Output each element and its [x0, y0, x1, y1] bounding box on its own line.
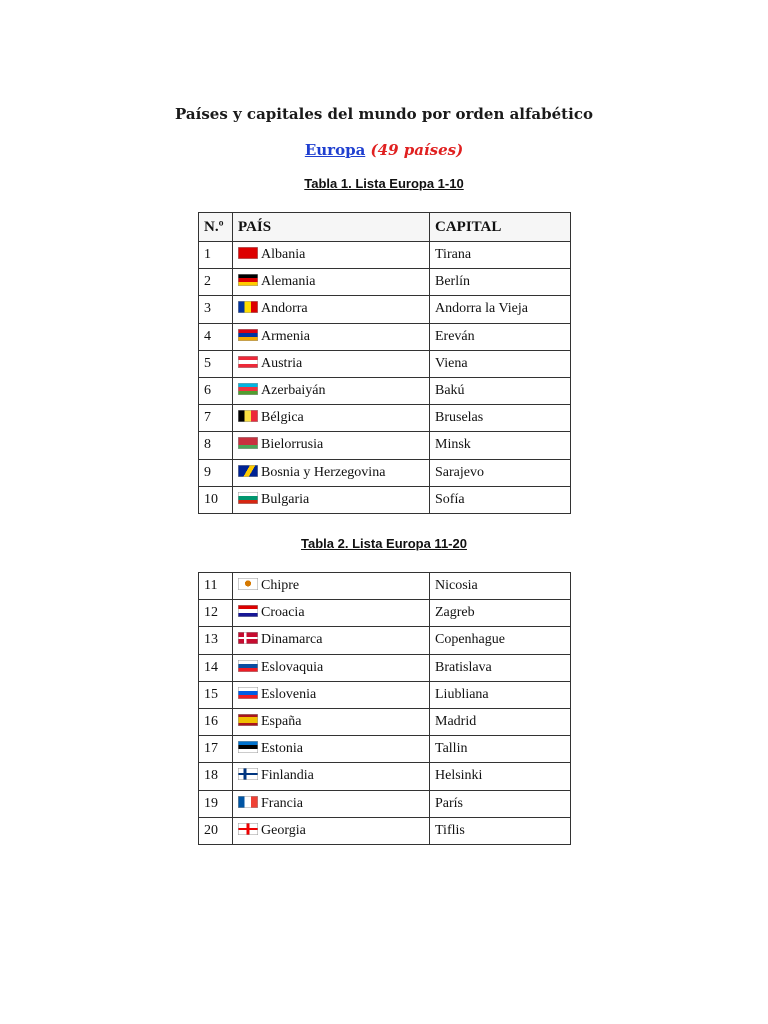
- country-cell: [233, 736, 430, 763]
- capital-cell: Sarajevo: [430, 459, 571, 486]
- country-name: Bielorrusia: [261, 437, 324, 453]
- country-cell: [233, 432, 430, 459]
- table-row: [199, 600, 571, 627]
- country-name: Bosnia y Herzegovina: [261, 464, 386, 480]
- table-row: [199, 708, 571, 735]
- row-number: 14: [199, 654, 233, 681]
- capital-cell: Bratislava: [430, 654, 571, 681]
- row-number: 19: [199, 790, 233, 817]
- albania-flag-icon: [238, 247, 258, 259]
- table-row: [199, 242, 571, 269]
- country-cell: [233, 486, 430, 513]
- europe-table-2: [198, 572, 571, 845]
- country-cell: [233, 627, 430, 654]
- capital-cell: Helsinki: [430, 763, 571, 790]
- country-name: Andorra: [261, 301, 308, 317]
- capital-cell: Liubliana: [430, 681, 571, 708]
- row-number: 2: [199, 269, 233, 296]
- table-row: [199, 763, 571, 790]
- table-row: [199, 817, 571, 844]
- row-number: 9: [199, 459, 233, 486]
- header-country: PAÍS: [233, 213, 430, 242]
- belgium-flag-icon: [238, 410, 258, 422]
- slovenia-flag-icon: [238, 687, 258, 699]
- row-number: 17: [199, 736, 233, 763]
- row-number: 13: [199, 627, 233, 654]
- capital-cell: Tirana: [430, 242, 571, 269]
- country-cell: [233, 242, 430, 269]
- country-name: España: [261, 714, 302, 730]
- capital-cell: Ereván: [430, 323, 571, 350]
- row-number: 1: [199, 242, 233, 269]
- country-name: Bulgaria: [261, 491, 310, 507]
- row-number: 3: [199, 296, 233, 323]
- table-header-row: [199, 213, 571, 242]
- country-name: Croacia: [261, 605, 305, 621]
- europe-table-1: [198, 212, 571, 514]
- page-title: Países y capitales del mundo por orden alfabético: [175, 105, 593, 123]
- spain-flag-icon: [238, 714, 258, 726]
- country-count: (49 países): [370, 141, 464, 159]
- table-row: [199, 627, 571, 654]
- country-name: Chipre: [261, 578, 300, 594]
- table-row: [199, 405, 571, 432]
- capital-cell: Copenhague: [430, 627, 571, 654]
- table-row: [199, 323, 571, 350]
- capital-cell: Tiflis: [430, 817, 571, 844]
- germany-flag-icon: [238, 274, 258, 286]
- country-cell: [233, 323, 430, 350]
- row-number: 15: [199, 681, 233, 708]
- row-number: 7: [199, 405, 233, 432]
- country-name: Francia: [261, 795, 303, 811]
- row-number: 8: [199, 432, 233, 459]
- country-cell: [233, 763, 430, 790]
- table-row: [199, 377, 571, 404]
- country-name: Bélgica: [261, 410, 304, 426]
- table-row: [199, 573, 571, 600]
- country-cell: [233, 377, 430, 404]
- row-number: 16: [199, 708, 233, 735]
- table-row: [199, 432, 571, 459]
- azerbaijan-flag-icon: [238, 383, 258, 395]
- country-name: Azerbaiyán: [261, 383, 326, 399]
- capital-cell: Nicosia: [430, 573, 571, 600]
- belarus-flag-icon: [238, 437, 258, 449]
- capital-cell: Minsk: [430, 432, 571, 459]
- country-name: Eslovenia: [261, 686, 317, 702]
- table-row: [199, 350, 571, 377]
- country-cell: [233, 817, 430, 844]
- country-cell: [233, 269, 430, 296]
- capital-cell: Viena: [430, 350, 571, 377]
- cyprus-flag-icon: [238, 578, 258, 590]
- austria-flag-icon: [238, 356, 258, 368]
- capital-cell: Madrid: [430, 708, 571, 735]
- table-row: [199, 486, 571, 513]
- row-number: 18: [199, 763, 233, 790]
- capital-cell: Tallin: [430, 736, 571, 763]
- slovakia-flag-icon: [238, 660, 258, 672]
- table1-caption: Tabla 1. Lista Europa 1-10: [304, 176, 464, 191]
- table-row: [199, 459, 571, 486]
- country-name: Albania: [261, 247, 306, 263]
- capital-cell: Sofía: [430, 486, 571, 513]
- country-cell: [233, 600, 430, 627]
- table2-caption: Tabla 2. Lista Europa 11-20: [301, 536, 467, 551]
- country-cell: [233, 350, 430, 377]
- table-row: [199, 296, 571, 323]
- country-cell: [233, 459, 430, 486]
- capital-cell: Bruselas: [430, 405, 571, 432]
- table-row: [199, 269, 571, 296]
- country-cell: [233, 405, 430, 432]
- finland-flag-icon: [238, 768, 258, 780]
- country-name: Finlandia: [261, 768, 314, 784]
- table-row: [199, 681, 571, 708]
- country-name: Dinamarca: [261, 632, 323, 648]
- bosnia-flag-icon: [238, 465, 258, 477]
- country-cell: [233, 708, 430, 735]
- country-cell: [233, 573, 430, 600]
- header-capital: CAPITAL: [430, 213, 571, 242]
- andorra-flag-icon: [238, 301, 258, 313]
- capital-cell: Andorra la Vieja: [430, 296, 571, 323]
- country-cell: [233, 681, 430, 708]
- country-name: Eslovaquia: [261, 659, 324, 675]
- bulgaria-flag-icon: [238, 492, 258, 504]
- georgia-flag-icon: [238, 823, 258, 835]
- row-number: 10: [199, 486, 233, 513]
- country-name: Armenia: [261, 328, 310, 344]
- table-row: [199, 654, 571, 681]
- croatia-flag-icon: [238, 605, 258, 617]
- country-cell: [233, 654, 430, 681]
- armenia-flag-icon: [238, 329, 258, 341]
- france-flag-icon: [238, 796, 258, 808]
- row-number: 5: [199, 350, 233, 377]
- country-cell: [233, 790, 430, 817]
- capital-cell: París: [430, 790, 571, 817]
- capital-cell: Berlín: [430, 269, 571, 296]
- region-heading: [0, 141, 768, 159]
- table-row: [199, 736, 571, 763]
- row-number: 12: [199, 600, 233, 627]
- country-name: Austria: [261, 355, 303, 371]
- country-name: Georgia: [261, 822, 306, 838]
- row-number: 11: [199, 573, 233, 600]
- country-name: Alemania: [261, 274, 316, 290]
- table-row: [199, 790, 571, 817]
- denmark-flag-icon: [238, 632, 258, 644]
- country-cell: [233, 296, 430, 323]
- country-name: Estonia: [261, 741, 303, 757]
- row-number: 20: [199, 817, 233, 844]
- region-link[interactable]: Europa: [304, 141, 366, 159]
- row-number: 4: [199, 323, 233, 350]
- row-number: 6: [199, 377, 233, 404]
- capital-cell: Zagreb: [430, 600, 571, 627]
- header-num: N.º: [199, 213, 233, 242]
- capital-cell: Bakú: [430, 377, 571, 404]
- estonia-flag-icon: [238, 741, 258, 753]
